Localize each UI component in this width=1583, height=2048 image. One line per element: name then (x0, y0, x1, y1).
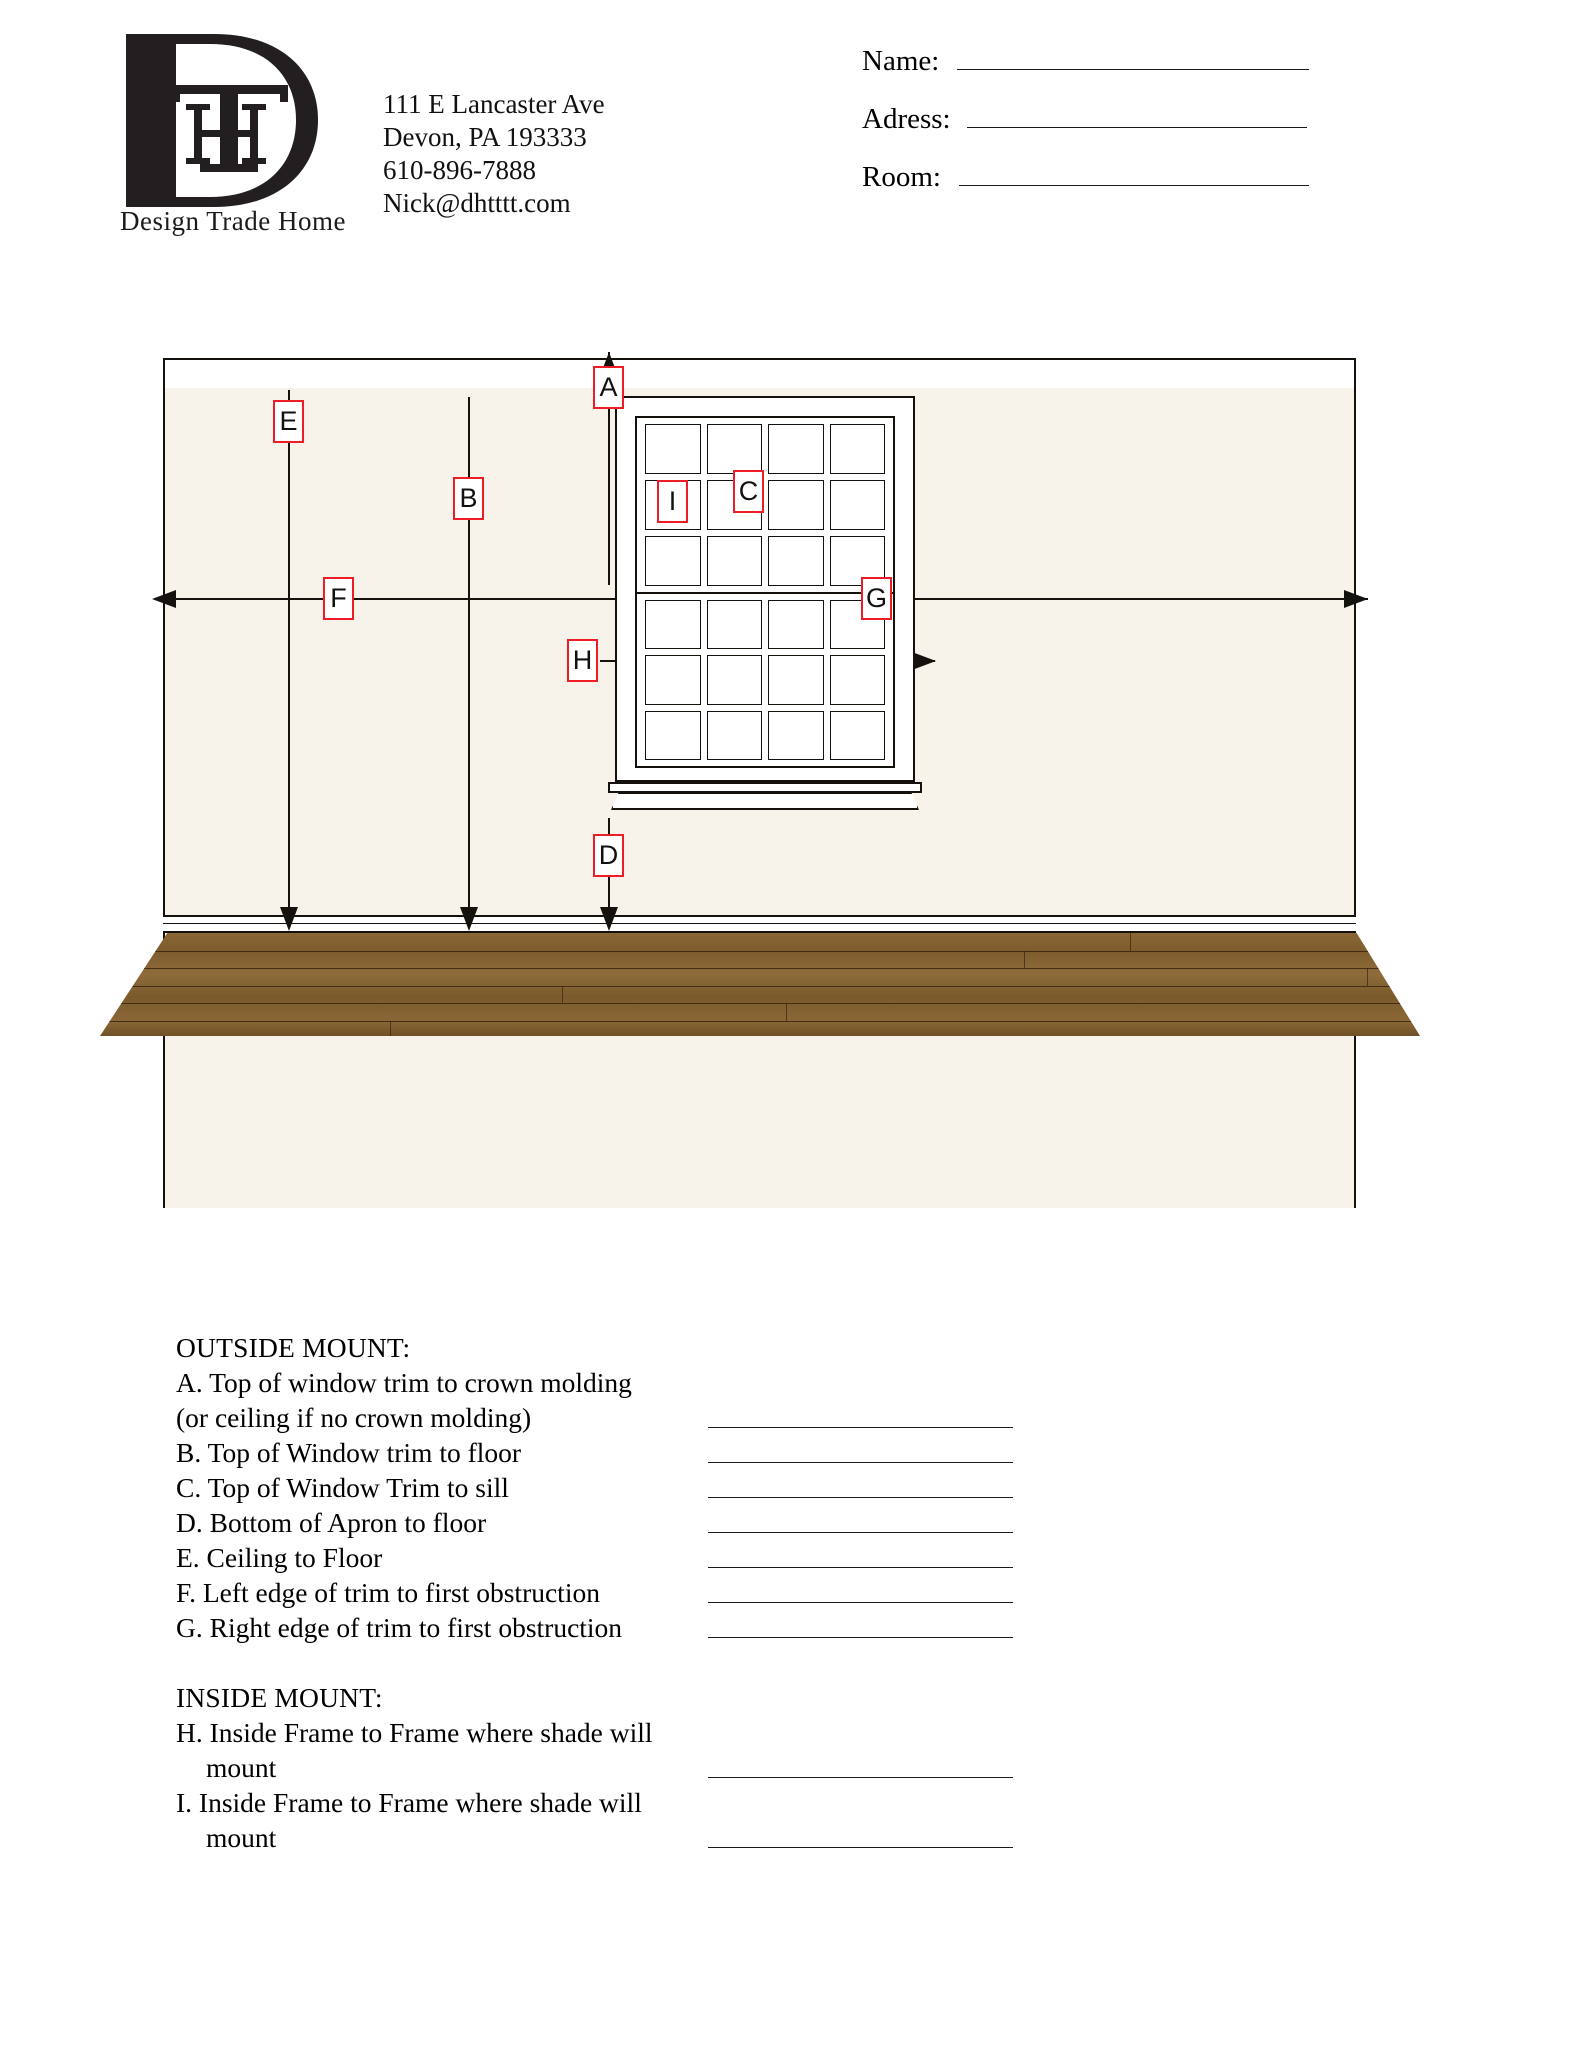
callout-tag-G[interactable]: G (861, 577, 892, 620)
note-input-D[interactable] (708, 1532, 1013, 1533)
callout-tag-I[interactable]: I (657, 480, 688, 523)
customer-form (862, 44, 1422, 218)
note-row-H (176, 1715, 1176, 1750)
callout-tag-D[interactable]: D (593, 834, 624, 877)
form-row-room (862, 160, 1422, 218)
outside-mount-heading-row (176, 1330, 1176, 1365)
callout-tag-B[interactable]: B (453, 477, 484, 520)
callout-tag-C[interactable]: C (733, 470, 764, 513)
note-label-E: E. Ceiling to Floor (176, 1542, 383, 1573)
note-row-I (176, 1785, 1176, 1820)
measure-line-E (288, 390, 290, 913)
window-pane (645, 655, 701, 704)
address-line-phone: 610-896-7888 (383, 155, 536, 185)
inside-mount-heading-row (176, 1680, 1176, 1715)
address-line-street: 111 E Lancaster Ave (383, 89, 605, 119)
measure-line-A (608, 410, 610, 585)
outside-mount-heading: OUTSIDE MOUNT: (176, 1332, 411, 1363)
callout-tag-E[interactable]: E (273, 400, 304, 443)
window-sill (608, 782, 922, 793)
note-label-G: G. Right edge of trim to first obstruction (176, 1612, 623, 1643)
form-row-address (862, 102, 1422, 160)
note-label-C: C. Top of Window Trim to sill (176, 1472, 509, 1503)
note-row-H-cont (176, 1750, 1176, 1785)
note-label-F: F. Left edge of trim to first obstruction (176, 1577, 600, 1608)
window-pane (645, 600, 701, 649)
wood-floor (100, 933, 1420, 1036)
window-pane (707, 600, 763, 649)
window-pane (830, 711, 886, 760)
note-row-G (176, 1610, 1176, 1645)
window-sash-lower (637, 594, 893, 766)
address-input[interactable] (967, 102, 1307, 128)
note-row-F (176, 1575, 1176, 1610)
window-pane (768, 424, 824, 474)
callout-tag-H[interactable]: H (567, 639, 598, 682)
window-pane (707, 655, 763, 704)
room-input[interactable] (959, 160, 1309, 186)
window-pane (830, 480, 886, 530)
window-frame-inner (635, 416, 895, 768)
name-input[interactable] (957, 44, 1309, 70)
measure-arrow-D-down (600, 907, 618, 931)
measure-line-F (175, 598, 615, 600)
note-row-D (176, 1505, 1176, 1540)
window-pane (830, 424, 886, 474)
window-pane (768, 480, 824, 530)
baseboard-molding (163, 915, 1356, 933)
note-label-H: H. Inside Frame to Frame where shade will (176, 1717, 653, 1748)
window-pane (830, 655, 886, 704)
measure-line-B (468, 397, 470, 913)
callout-tag-A[interactable]: A (593, 366, 624, 409)
ceiling-surface (163, 358, 1356, 389)
address-line-email: Nick@dhtttt.com (383, 188, 571, 218)
address-line-city: Devon, PA 193333 (383, 122, 587, 152)
note-input-C[interactable] (708, 1497, 1013, 1498)
note-row-B (176, 1435, 1176, 1470)
room-label: Room: (862, 161, 941, 193)
company-address (383, 88, 605, 220)
note-input-I[interactable] (708, 1847, 1013, 1848)
note-label-H-cont: mount (206, 1752, 277, 1783)
callout-tag-F[interactable]: F (323, 577, 354, 620)
inside-mount-heading: INSIDE MOUNT: (176, 1682, 383, 1713)
note-input-B[interactable] (708, 1462, 1013, 1463)
note-input-G[interactable] (708, 1637, 1013, 1638)
note-input-H[interactable] (708, 1777, 1013, 1778)
note-label-D: D. Bottom of Apron to floor (176, 1507, 487, 1538)
window-pane (645, 536, 701, 586)
measurement-checklist (176, 1330, 1176, 1855)
note-row-I-cont (176, 1820, 1176, 1855)
measure-arrow-E-down (280, 907, 298, 931)
window-pane (768, 600, 824, 649)
room-elevation-diagram (0, 370, 1583, 1050)
company-logo (88, 28, 378, 258)
note-label-A-cont: (or ceiling if no crown molding) (176, 1402, 532, 1433)
note-label-I: I. Inside Frame to Frame where shade will (176, 1787, 642, 1818)
note-row-E (176, 1540, 1176, 1575)
note-label-A: A. Top of window trim to crown molding (176, 1367, 632, 1398)
address-label: Adress: (862, 103, 951, 135)
page-header (0, 0, 1583, 290)
form-row-name (862, 44, 1422, 102)
window-pane (768, 655, 824, 704)
window-pane (707, 711, 763, 760)
window-apron (611, 792, 919, 810)
note-input-F[interactable] (708, 1602, 1013, 1603)
note-row-A-cont (176, 1400, 1176, 1435)
note-input-E[interactable] (708, 1567, 1013, 1568)
window-pane (707, 424, 763, 474)
dth-monogram-icon (118, 28, 328, 213)
note-row-C (176, 1470, 1176, 1505)
section-spacer (176, 1645, 1176, 1680)
company-wordmark: Design Trade Home (120, 206, 346, 236)
window-pane (768, 536, 824, 586)
window-pane (768, 711, 824, 760)
window-pane (707, 536, 763, 586)
note-label-I-cont: mount (206, 1822, 277, 1853)
note-input-A[interactable] (708, 1427, 1013, 1428)
measure-arrow-G-right (1344, 590, 1368, 608)
window-pane (645, 424, 701, 474)
window-pane (645, 711, 701, 760)
name-label: Name: (862, 45, 940, 77)
measure-arrow-B-down (460, 907, 478, 931)
note-row-A (176, 1365, 1176, 1400)
measure-arrow-F-left (152, 590, 176, 608)
note-label-B: B. Top of Window trim to floor (176, 1437, 522, 1468)
